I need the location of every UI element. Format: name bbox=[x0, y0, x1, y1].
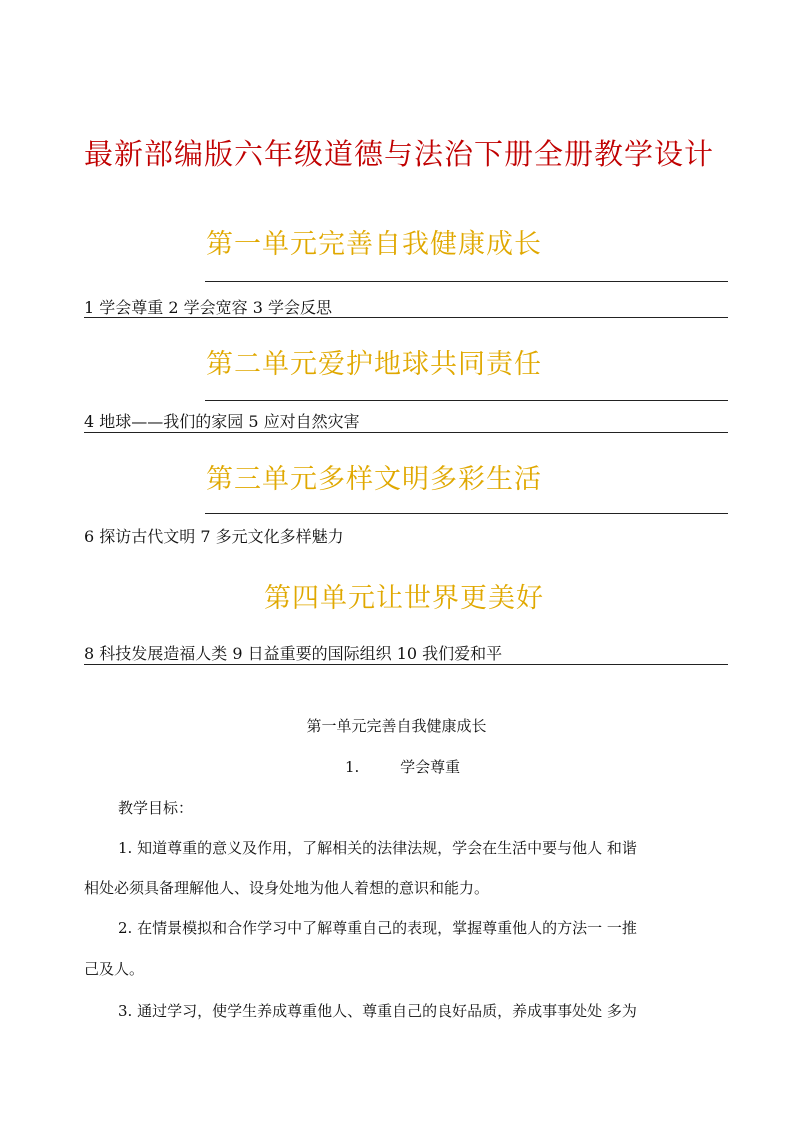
unit-3-title: 第三单元多样文明多彩生活 bbox=[206, 464, 542, 495]
objective-line: 相处必须具备理解他人、设身处地为他人着想的意识和能力。 bbox=[84, 879, 490, 897]
lesson-title: 学会尊重 bbox=[400, 758, 461, 776]
objective-line: 2. 在情景模拟和合作学习中了解尊重自己的表现，掌握尊重他人的方法一 一推 bbox=[118, 919, 637, 937]
unit-4-title: 第四单元让世界更美好 bbox=[264, 583, 544, 614]
document-title: 最新部编版六年级道德与法治下册全册教学设计 bbox=[84, 137, 715, 171]
lesson-number: 1. bbox=[345, 758, 360, 776]
section-unit-heading: 第一单元完善自我健康成长 bbox=[306, 717, 487, 735]
section-lesson-heading bbox=[345, 756, 460, 777]
unit-2-underline bbox=[205, 400, 728, 401]
unit-2-bottom-rule bbox=[84, 432, 728, 433]
unit-4-lessons: 8 科技发展造福人类 9 日益重要的国际组织 10 我们爱和平 bbox=[84, 644, 503, 663]
unit-1-title: 第一单元完善自我健康成长 bbox=[206, 229, 542, 260]
unit-4-bottom-rule bbox=[84, 664, 728, 665]
unit-3-underline bbox=[205, 513, 728, 514]
objectives-label: 教学目标： bbox=[118, 799, 194, 817]
objective-line: 己及人。 bbox=[84, 960, 145, 978]
objective-line: 1. 知道尊重的意义及作用，了解相关的法律法规，学会在生活中要与他人 和谐 bbox=[118, 839, 637, 857]
unit-3-lessons: 6 探访古代文明 7 多元文化多样魅力 bbox=[84, 527, 344, 546]
objective-line: 3. 通过学习，使学生养成尊重他人、尊重自己的良好品质，养成事事处处 多为 bbox=[118, 1002, 637, 1020]
unit-2-title: 第二单元爱护地球共同责任 bbox=[206, 349, 542, 380]
unit-2-lessons: 4 地球——我们的家园 5 应对自然灾害 bbox=[84, 412, 360, 431]
unit-1-underline bbox=[205, 281, 728, 282]
unit-1-lessons: 1 学会尊重 2 学会宽容 3 学会反思 bbox=[84, 298, 332, 317]
unit-1-bottom-rule bbox=[84, 317, 728, 318]
